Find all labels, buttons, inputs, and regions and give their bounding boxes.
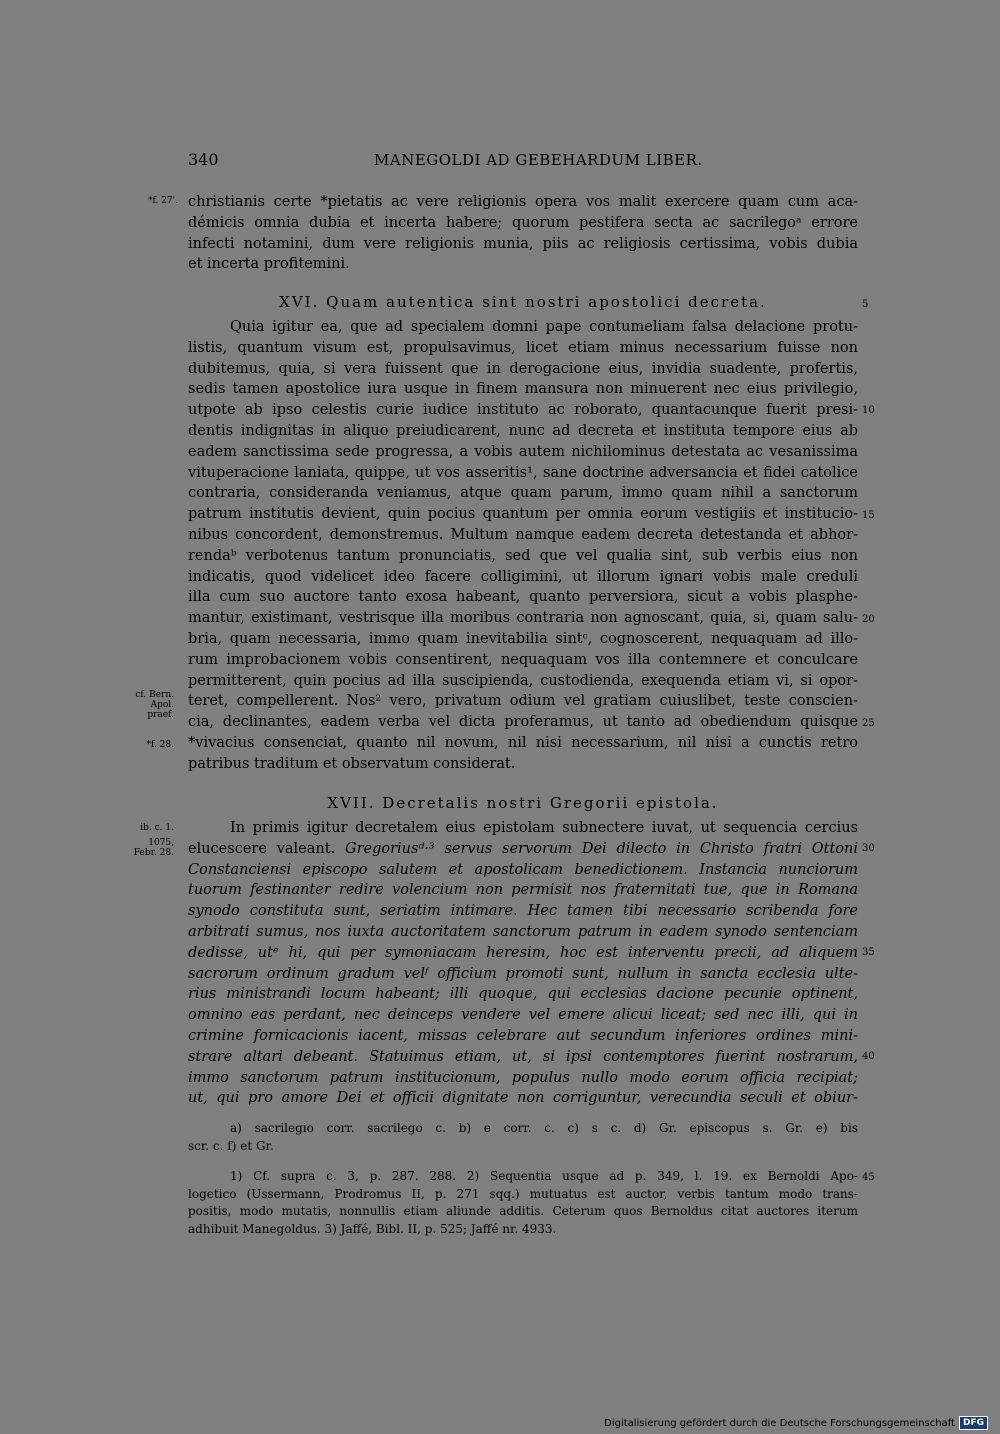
text-line: cia, declinantes, eadem verba vel dicta proferamus, ut tanto ad obediendum quisque <box>188 714 858 731</box>
text-line: dentis indignitas in aliquo preiudicarent, nunc ad decreta et instituta tempore eius ab <box>188 422 858 439</box>
credit-text: Digitalisierung gefördert durch die Deutsche Forschungsgemeinschaft <box>604 1417 955 1429</box>
text-line: patrum institutis devient, quin pocius quantum per omnia eorum vestigiis et institucio- <box>188 506 858 523</box>
section-xvii-paragraph <box>188 818 858 1109</box>
line-number: 25 <box>862 718 875 729</box>
line-number: 45 <box>862 1172 875 1183</box>
margin-note-source: cf. Bern. Apol. praef. <box>135 690 174 720</box>
text-line: et incerta profitemini. <box>188 256 350 273</box>
text-line: arbitrati sumus, nos iuxta auctoritatem sanctorum patrum in eadem synodo sentenciam <box>188 923 858 940</box>
page-header <box>188 150 858 176</box>
line-number: 10 <box>862 405 875 416</box>
line-number: 5 <box>862 299 869 310</box>
text-line: immo sanctorum patrum institucionum, populus nullo modo eorum officia recipiat; <box>188 1069 858 1086</box>
text-line: *vivacius consenciat, quanto nil novum, nil nisi necessarium, nil nisi a cunctis retro <box>188 734 858 751</box>
footnotes <box>188 1168 858 1238</box>
apparatus-line: a) sacrilegio corr. sacrilego c. b) e corr. c. c) s c. d) Gr. episcopus s. Gr. e) bis <box>230 1121 858 1135</box>
running-head: MANEGOLDI AD GEBEHARDUM LIBER. <box>374 151 703 169</box>
apparatus-line: scr. c. f) et Gr. <box>188 1138 274 1153</box>
footnote-line: logetico (Ussermann, Prodromus II, p. 271 sqq.) mutuatus est auctor, verbis tantum modo trans- <box>188 1186 858 1201</box>
page-number: 340 <box>188 150 219 169</box>
section-xvi-paragraph <box>188 317 858 775</box>
text-line: ut, qui pro amore Dei et officii dignitate non corriguntur, verecundia seculi et obiur- <box>188 1090 858 1107</box>
text-line: indicatis, quod videlicet ideo facere colligimini, ut illorum ignari vobis male creduli <box>188 568 858 585</box>
text-line: Constanciensi episcopo salutem et apostolicam benedictionem. Instancia nunciorum <box>188 861 858 878</box>
text-line: crimine fornicacionis iacent, missas celebrare aut secundum inferiores ordines mini- <box>188 1027 858 1044</box>
text-line: dubitemus, quia, si vera fuissent que in derogacione eius, invidia suadente, profertis, <box>188 360 858 377</box>
text-line: contraria, consideranda veniamus, atque quam parum, immo quam nihil a sanctorum <box>188 485 858 502</box>
margin-note-folio: *f. 28. <box>146 740 174 750</box>
text-line: Quia igitur ea, que ad specialem domni pape contumeliam falsa delacione protu- <box>230 319 858 335</box>
line-number: 35 <box>862 947 875 958</box>
text-line: listis, quantum visum est, propulsavimus, licet etiam minus necessarium fuisse non <box>188 339 858 356</box>
critical-apparatus <box>188 1120 858 1155</box>
text-line: In primis igitur decretalem eius epistolam subnectere iuvat, ut sequencia cercius <box>230 820 858 836</box>
text-line: sacrorum ordinum gradum velᶠ officium promoti sunt, nullum in sancta ecclesia ulte- <box>188 965 858 982</box>
text-line: strare altari debeant. Statuimus etiam, ut, si ipsi contemptores fuerint nostrarum, <box>188 1048 858 1065</box>
margin-note-reference: ib. c. 1. <box>140 823 174 833</box>
text-line: utpote ab ipso celestis curie iudice instituto ac roborato, quantacunque fuerit presi- <box>188 402 858 419</box>
text-line: patribus traditum et observatum considerat. <box>188 755 516 772</box>
text-span: Gregoriusᵈ·³ servus servorum Dei dilecto in Christo fratri Ottoni <box>344 840 858 857</box>
text-line <box>188 839 858 860</box>
text-line: synodo constituta sunt, seriatim intimare. Hec tamen tibi necessario scribenda fore <box>188 903 858 920</box>
margin-note-date: 1075, Febr. 28. <box>133 838 174 858</box>
text-span: elucescere valeant. <box>188 840 336 857</box>
line-number: 15 <box>862 510 875 521</box>
text-line: nibus concordent, demonstremus. Multum namque eadem decreta detestanda et abhor- <box>188 526 858 543</box>
text-line: eadem sanctissima sede progressa, a vobis autem nichilominus detestata ac vesanissima <box>188 443 858 460</box>
text-line: permitterent, quin pocius ad illa suscipienda, custodienda, exequenda etiam vi, si opor- <box>188 672 858 689</box>
line-number: 30 <box>862 843 875 854</box>
text-line: illa cum suo auctore tanto exosa habeant, quanto perversiora, sicut a vobis plasphe- <box>188 589 858 606</box>
text-line: mantur, existimant, vestrisque illa moribus contraria non agnoscant, quia, si, quam salu- <box>188 610 858 627</box>
text-line: bria, quam necessaria, immo quam inevitabilia sintᶜ, cognoscerent, nequaquam ad illo- <box>188 630 858 647</box>
text-line: démicis omnia dubia et incerta habere; quorum pestifera secta ac sacrilegoᵃ errore <box>188 214 858 231</box>
line-number: 20 <box>862 614 875 625</box>
text-line: omnino eas perdant, nec deinceps vendere vel emere alicui liceat; sed nec illi, qui in <box>188 1007 858 1024</box>
text-line: teret, compellerent. Nos² vero, privatum odium vel gratiam cuiuslibet, teste conscien- <box>188 693 858 710</box>
text-line: infecti notamini, dum vere religionis munia, piis ac religiosis certissima, vobis dubia <box>188 235 858 252</box>
text-line: tuorum festinanter redire volencium non permisit nos fraternitati tue, que in Romana <box>188 882 858 899</box>
margin-note-folio: *f. 27'. <box>147 196 178 206</box>
text-line: rendaᵇ verbotenus tantum pronunciatis, sed que vel qualia sint, sub verbis eius non <box>188 547 858 564</box>
dfg-logo: DFG <box>959 1416 988 1430</box>
text-line: vituperacione laniata, quippe, ut vos asseritis¹, sane doctrine adversancia et fidei catolice <box>188 464 858 481</box>
text-line: rius ministrandi locum habeant; illi quoque, qui ecclesias dacione pecunie optinent, <box>188 986 858 1003</box>
footnote-line: 1) Cf. supra c. 3, p. 287. 288. 2) Sequentia usque ad p. 349, l. 19. ex Bernoldi Apo- <box>230 1169 858 1183</box>
section-heading-xvi: XVI. Quam autentica sint nostri apostolici decreta. <box>279 293 767 311</box>
line-number: 40 <box>862 1051 875 1062</box>
section-heading-xvii: XVII. Decretalis nostri Gregorii epistola. <box>327 794 719 812</box>
footnote-line: positis, modo mutatis, nonnullis etiam aliunde additis. Ceterum quos Bernoldus citat auctores iterum <box>188 1204 858 1218</box>
text-line: sedis tamen apostolice iura usque in finem mansura non minuerent nec eius privilegio, <box>188 381 858 398</box>
opening-paragraph <box>188 192 858 275</box>
text-line: christianis certe *pietatis ac vere religionis opera vos malit exercere quam cum aca- <box>188 194 858 210</box>
digitization-credit <box>604 1416 988 1430</box>
text-line: rum improbacionem vobis consentirent, nequaquam vos illa contemnere et conculcare <box>188 651 858 668</box>
footnote-line: adhibuit Manegoldus. 3) Jaffé, Bibl. II, p. 525; Jaffé nr. 4933. <box>188 1221 557 1236</box>
text-line: dedisse, utᵉ hi, qui per symoniacam heresim, hoc est interventu precii, ad aliquem <box>188 944 858 961</box>
